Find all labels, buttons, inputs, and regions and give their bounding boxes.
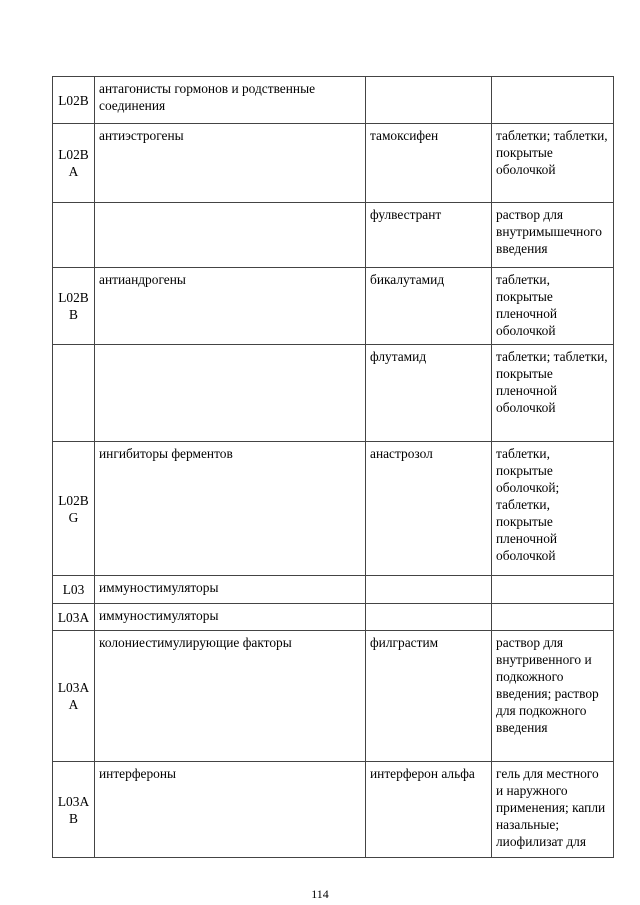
page-number: 114 [311, 887, 329, 901]
atc-code: L03A [53, 604, 95, 631]
table-row [53, 77, 614, 124]
table-row [53, 762, 614, 858]
group-name: антиэстрогены [95, 124, 366, 203]
group-name: ингибиторы ферментов [95, 442, 366, 576]
atc-code: L02B B [53, 268, 95, 345]
dosage-form: таблетки, покрытые пленочной оболочкой [492, 268, 614, 345]
table-row [53, 345, 614, 442]
drug-classification-table [52, 76, 614, 858]
group-name: иммуностимуляторы [95, 604, 366, 631]
dosage-form: таблетки, покрытые оболочкой; таблетки, покрытые пленочной оболочкой [492, 442, 614, 576]
atc-code: L03A A [53, 631, 95, 762]
table-row [53, 268, 614, 345]
dosage-form: раствор для внутривенного и подкожного введения; раствор для подкожного введения [492, 631, 614, 762]
group-name: колониестимулирующие факторы [95, 631, 366, 762]
atc-code [53, 203, 95, 268]
drug-name: интерферон альфа [366, 762, 492, 858]
group-name: интерфероны [95, 762, 366, 858]
table-row [53, 442, 614, 576]
table-row [53, 631, 614, 762]
table-row [53, 576, 614, 604]
atc-code: L02B [53, 77, 95, 124]
drug-name: флутамид [366, 345, 492, 442]
drug-name [366, 576, 492, 604]
drug-name: тамоксифен [366, 124, 492, 203]
table-row [53, 124, 614, 203]
drug-name: фулвестрант [366, 203, 492, 268]
atc-code [53, 345, 95, 442]
drug-name [366, 77, 492, 124]
dosage-form: таблетки; таблетки, покрытые пленочной оболочкой [492, 345, 614, 442]
drug-name: анастрозол [366, 442, 492, 576]
drug-name: бикалутамид [366, 268, 492, 345]
group-name: иммуностимуляторы [95, 576, 366, 604]
table-row [53, 203, 614, 268]
drug-name [366, 604, 492, 631]
dosage-form: гель для местного и наружного применения; капли назальные; лиофилизат для [492, 762, 614, 858]
group-name [95, 345, 366, 442]
dosage-form [492, 576, 614, 604]
group-name: антиандрогены [95, 268, 366, 345]
table-row [53, 604, 614, 631]
dosage-form: таблетки; таблетки, покрытые оболочкой [492, 124, 614, 203]
drug-name: филграстим [366, 631, 492, 762]
group-name [95, 203, 366, 268]
atc-code: L02B G [53, 442, 95, 576]
atc-code: L02B A [53, 124, 95, 203]
dosage-form: раствор для внутримышечного введения [492, 203, 614, 268]
dosage-form [492, 604, 614, 631]
group-name: антагонисты гормонов и родственные соединения [95, 77, 366, 124]
dosage-form [492, 77, 614, 124]
atc-code: L03 [53, 576, 95, 604]
atc-code: L03A B [53, 762, 95, 858]
